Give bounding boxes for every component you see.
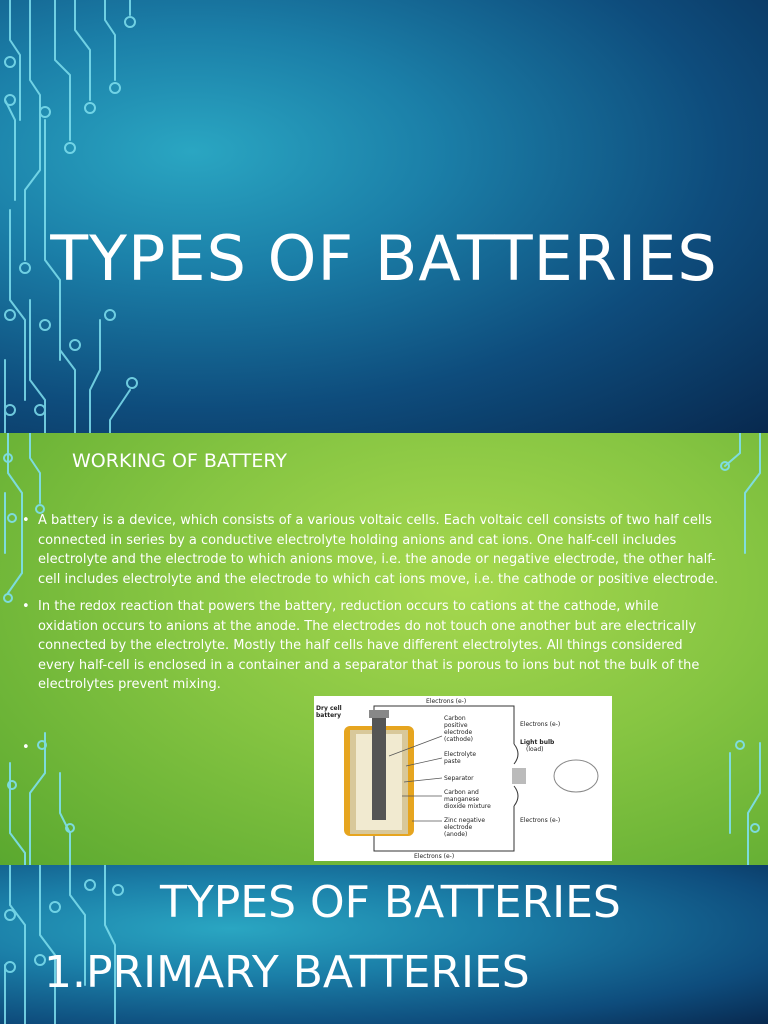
figure-title-1: Dry cell	[316, 705, 342, 712]
empty-bullet-dot: •	[22, 740, 30, 755]
bullet-text: In the redox reaction that powers the battery, reduction occurs to cations at the cathode, while oxidation occurs to anions at the anode. The electrodes do not touch one another but are electrically connected by the electrolyte. Mostly the half cells have different electrolytes. All things considered every half-cell is enclosed in a container and a separator that is porous to ions but not the bulk of the electrolytes prevent mixing.	[38, 599, 700, 692]
fig-label: (anode)	[444, 831, 468, 838]
light-bulb	[554, 760, 598, 792]
bullet-item	[22, 511, 722, 589]
fig-label: (cathode)	[444, 736, 473, 743]
fig-label: Zinc negative	[444, 817, 486, 824]
circuit-decoration-left	[0, 0, 160, 433]
bullet-list	[22, 511, 722, 703]
bulb-label-2: (load)	[526, 746, 544, 753]
section-subtitle: 1.PRIMARY BATTERIES	[44, 947, 530, 998]
dry-cell-battery-diagram	[314, 696, 612, 861]
fig-label: manganese	[444, 796, 480, 803]
bottom-wire-label: Electrons (e-)	[414, 853, 455, 860]
title-slide	[0, 0, 768, 433]
fig-label: electrode	[444, 729, 473, 736]
slide-title: TYPES OF BATTERIES	[50, 222, 718, 295]
fig-label: paste	[444, 758, 461, 765]
slide-heading: WORKING OF BATTERY	[72, 450, 287, 472]
bullet-text: A battery is a device, which consists of a various voltaic cells. Each voltaic cell consists of two half cells connected in series by a conductive electrolyte holding anions and cat ions. One half-cell includes electrolyte and the electrode to which anions move, i.e. the anode or negative electrode, the other half-cell includes electrolyte and the electrode to which cat ions move, i.e. the cathode or positive electrode.	[38, 513, 719, 587]
fig-label: Separator	[444, 775, 474, 782]
bulb-base	[512, 768, 526, 784]
circuit-decoration-left	[0, 865, 140, 1024]
battery-diagram-svg	[314, 696, 612, 861]
bulb-label-1: Light bulb	[520, 739, 555, 746]
carbon-rod	[372, 714, 386, 820]
section-title: TYPES OF BATTERIES	[160, 877, 621, 928]
fig-label: Carbon and	[444, 789, 479, 796]
battery-cap	[369, 710, 389, 718]
fig-label: positive	[444, 722, 468, 729]
bullet-dot: •	[22, 513, 30, 528]
bullet-item	[22, 597, 722, 695]
section-slide	[0, 865, 768, 1024]
top-wire-label: Electrons (e-)	[426, 698, 467, 705]
fig-label: Carbon	[444, 715, 466, 722]
right-top-wire-label: Electrons (e-)	[520, 721, 561, 728]
fig-label: dioxide mixture	[444, 803, 491, 810]
right-bottom-wire-label: Electrons (e-)	[520, 817, 561, 824]
fig-label: Electrolyte	[444, 751, 477, 758]
content-slide	[0, 433, 768, 865]
fig-label: electrode	[444, 824, 473, 831]
figure-title-2: battery	[316, 712, 342, 719]
bullet-dot: •	[22, 599, 30, 614]
